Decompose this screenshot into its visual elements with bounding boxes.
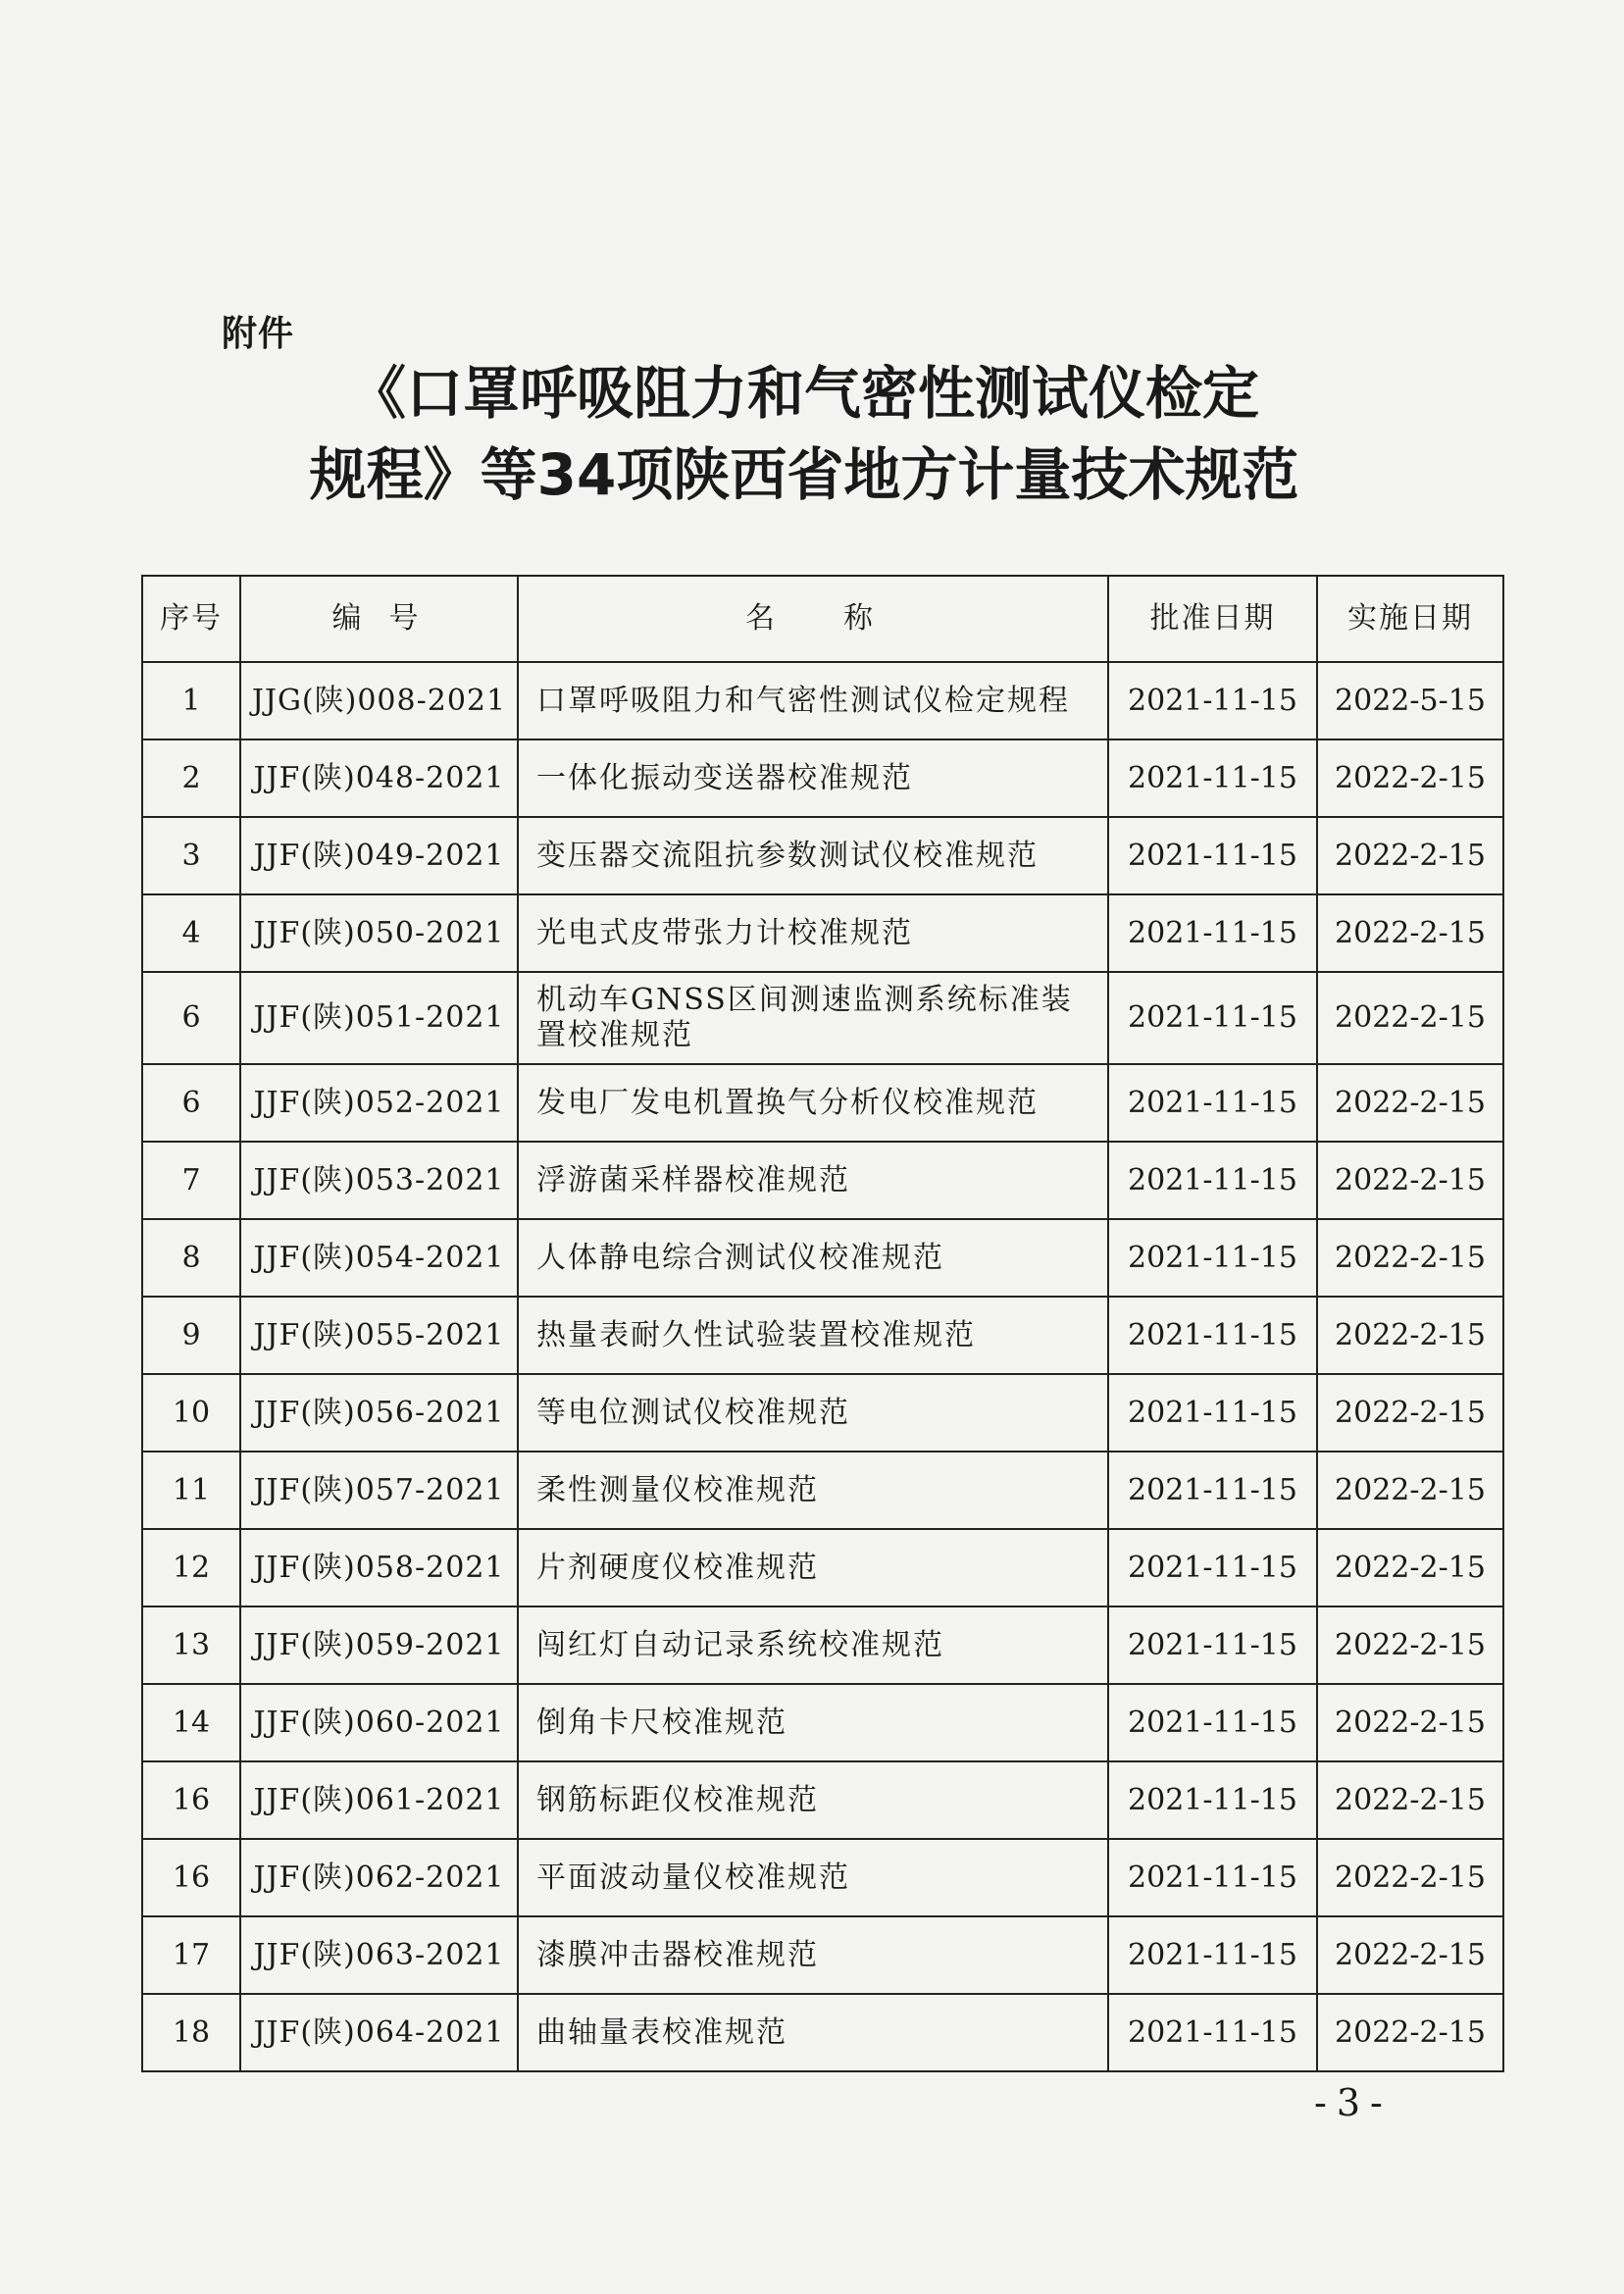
row-effective-date: 2022-2-15 [1317,1994,1503,2071]
row-approval-date: 2021-11-15 [1108,739,1317,817]
header-name: 名称 [518,576,1108,662]
row-approval-date: 2021-11-15 [1108,1916,1317,1994]
row-effective-date: 2022-2-15 [1317,1142,1503,1219]
row-name: 发电厂发电机置换气分析仪校准规范 [518,1064,1108,1142]
document-title-line-1: 《口罩呼吸阻力和气密性测试仪检定 [348,360,1259,427]
table-row [142,1374,1503,1452]
row-code: JJF(陕)049-2021 [240,817,518,894]
row-effective-date: 2022-2-15 [1317,972,1503,1064]
table-row [142,817,1503,894]
table-row [142,1916,1503,1994]
row-code: JJF(陕)059-2021 [240,1606,518,1684]
table-row [142,1142,1503,1219]
row-code: JJF(陕)054-2021 [240,1219,518,1297]
row-serial-number: 11 [142,1452,240,1529]
row-effective-date: 2022-2-15 [1317,1916,1503,1994]
row-name: 一体化振动变送器校准规范 [518,739,1108,817]
row-approval-date: 2021-11-15 [1108,1219,1317,1297]
row-name: 光电式皮带张力计校准规范 [518,894,1108,972]
row-approval-date: 2021-11-15 [1108,662,1317,739]
row-serial-number: 16 [142,1839,240,1916]
row-approval-date: 2021-11-15 [1108,817,1317,894]
row-effective-date: 2022-2-15 [1317,1452,1503,1529]
table-row [142,972,1503,1064]
table-row [142,1529,1503,1606]
row-approval-date: 2021-11-15 [1108,972,1317,1064]
row-approval-date: 2021-11-15 [1108,1529,1317,1606]
row-serial-number: 8 [142,1219,240,1297]
row-name: 等电位测试仪校准规范 [518,1374,1108,1452]
row-name: 漆膜冲击器校准规范 [518,1916,1108,1994]
row-code: JJF(陕)056-2021 [240,1374,518,1452]
row-serial-number: 14 [142,1684,240,1761]
table-row [142,1606,1503,1684]
row-serial-number: 6 [142,972,240,1064]
row-serial-number: 2 [142,739,240,817]
row-code: JJF(陕)057-2021 [240,1452,518,1529]
table-row [142,1684,1503,1761]
table-row [142,662,1503,739]
row-code: JJF(陕)058-2021 [240,1529,518,1606]
row-name: 变压器交流阻抗参数测试仪校准规范 [518,817,1108,894]
row-code: JJF(陕)052-2021 [240,1064,518,1142]
attachment-label: 附件 [222,314,295,354]
row-code: JJF(陕)050-2021 [240,894,518,972]
row-effective-date: 2022-2-15 [1317,1374,1503,1452]
row-code: JJF(陕)063-2021 [240,1916,518,1994]
row-serial-number: 3 [142,817,240,894]
row-code: JJF(陕)061-2021 [240,1761,518,1839]
row-name: 人体静电综合测试仪校准规范 [518,1219,1108,1297]
row-effective-date: 2022-2-15 [1317,894,1503,972]
row-name: 倒角卡尺校准规范 [518,1684,1108,1761]
header-serial-number: 序号 [142,576,240,662]
row-approval-date: 2021-11-15 [1108,1994,1317,2071]
row-name: 片剂硬度仪校准规范 [518,1529,1108,1606]
row-effective-date: 2022-2-15 [1317,1064,1503,1142]
table-body [142,662,1503,2071]
header-approval-date: 批准日期 [1108,576,1317,662]
row-name: 机动车GNSS区间测速监测系统标准装置校准规范 [518,972,1108,1064]
row-effective-date: 2022-2-15 [1317,817,1503,894]
row-approval-date: 2021-11-15 [1108,1761,1317,1839]
table-row [142,1761,1503,1839]
row-code: JJF(陕)064-2021 [240,1994,518,2071]
row-serial-number: 12 [142,1529,240,1606]
table-row [142,1452,1503,1529]
header-effective-date: 实施日期 [1317,576,1503,662]
row-serial-number: 13 [142,1606,240,1684]
row-name: 钢筋标距仪校准规范 [518,1761,1108,1839]
row-approval-date: 2021-11-15 [1108,1452,1317,1529]
row-name: 柔性测量仪校准规范 [518,1452,1108,1529]
row-code: JJF(陕)060-2021 [240,1684,518,1761]
row-name: 热量表耐久性试验装置校准规范 [518,1297,1108,1374]
row-code: JJF(陕)055-2021 [240,1297,518,1374]
row-approval-date: 2021-11-15 [1108,1142,1317,1219]
row-effective-date: 2022-2-15 [1317,1761,1503,1839]
row-name: 曲轴量表校准规范 [518,1994,1108,2071]
table-row [142,1994,1503,2071]
row-serial-number: 9 [142,1297,240,1374]
row-approval-date: 2021-11-15 [1108,1374,1317,1452]
row-code: JJG(陕)008-2021 [240,662,518,739]
row-approval-date: 2021-11-15 [1108,1606,1317,1684]
table-row [142,739,1503,817]
row-serial-number: 1 [142,662,240,739]
table-row [142,1064,1503,1142]
row-approval-date: 2021-11-15 [1108,1297,1317,1374]
standards-table [141,575,1504,2072]
row-code: JJF(陕)051-2021 [240,972,518,1064]
row-approval-date: 2021-11-15 [1108,1684,1317,1761]
row-serial-number: 4 [142,894,240,972]
row-serial-number: 7 [142,1142,240,1219]
row-serial-number: 10 [142,1374,240,1452]
row-approval-date: 2021-11-15 [1108,1839,1317,1916]
row-name: 闯红灯自动记录系统校准规范 [518,1606,1108,1684]
row-serial-number: 16 [142,1761,240,1839]
table-header-row [142,576,1503,662]
document-title-line-2: 规程》等34项陕西省地方计量技术规范 [309,441,1299,508]
table-row [142,1297,1503,1374]
table-row [142,1219,1503,1297]
row-effective-date: 2022-2-15 [1317,1606,1503,1684]
header-code: 编号 [240,576,518,662]
row-effective-date: 2022-5-15 [1317,662,1503,739]
page-number: -3- [1314,2081,1393,2124]
row-effective-date: 2022-2-15 [1317,1839,1503,1916]
row-effective-date: 2022-2-15 [1317,1219,1503,1297]
row-effective-date: 2022-2-15 [1317,739,1503,817]
row-code: JJF(陕)053-2021 [240,1142,518,1219]
row-name: 口罩呼吸阻力和气密性测试仪检定规程 [518,662,1108,739]
row-name: 浮游菌采样器校准规范 [518,1142,1108,1219]
table-row [142,1839,1503,1916]
row-serial-number: 6 [142,1064,240,1142]
row-effective-date: 2022-2-15 [1317,1684,1503,1761]
row-serial-number: 18 [142,1994,240,2071]
row-approval-date: 2021-11-15 [1108,894,1317,972]
row-serial-number: 17 [142,1916,240,1994]
row-name: 平面波动量仪校准规范 [518,1839,1108,1916]
row-code: JJF(陕)048-2021 [240,739,518,817]
row-code: JJF(陕)062-2021 [240,1839,518,1916]
table-row [142,894,1503,972]
row-approval-date: 2021-11-15 [1108,1064,1317,1142]
row-effective-date: 2022-2-15 [1317,1529,1503,1606]
row-effective-date: 2022-2-15 [1317,1297,1503,1374]
